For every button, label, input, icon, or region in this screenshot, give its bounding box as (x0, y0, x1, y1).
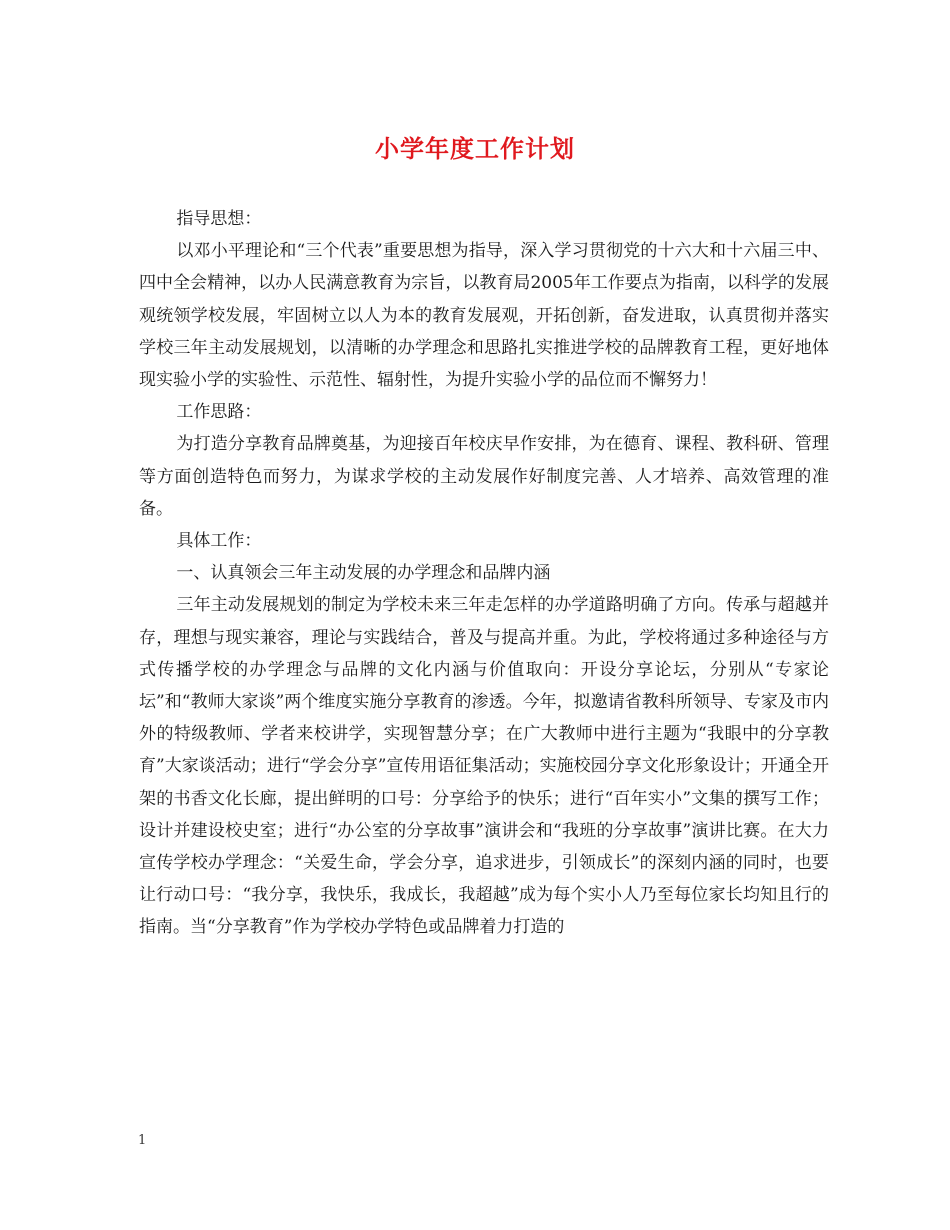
paragraph-work-approach: 为打造分享教育品牌奠基，为迎接百年校庆早作安排，为在德育、课程、教科研、管理等方面创造特色而努力，为谋求学校的主动发展作好制度完善、人才培养、高效管理的准备。 (139, 434, 829, 519)
section-heading-guiding-ideology: 指导思想： (176, 209, 262, 229)
paragraph-guiding-ideology: 以邓小平理论和“三个代表”重要思想为指导，深入学习贯彻党的十六大和十六届三中、四中全会精神，以办人民满意教育为宗旨，以教育局2005年工作要点为指南，以科学的发展观统领学校发展，牢固树立以人为本的教育发展观，开拓创新，奋发进取，认真贯彻并落实学校三年主动发展规划，以清晰的办学理念和思路扎实推进学校的品牌教育工程，更好地体现实验小学的实验性、示范性、辐射性，为提升实验小学的品位而不懈努力！ (139, 241, 829, 391)
page-number: 1 (138, 1133, 147, 1148)
section-heading-work-approach: 工作思路： (176, 402, 262, 423)
section-heading-specific-work: 具体工作： (176, 531, 262, 552)
paragraph-item-one: 三年主动发展规划的制定为学校未来三年走怎样的办学道路明确了方向。传承与超越并存，理想与现实兼容，理论与实践结合，普及与提高并重。为此，学校将通过多种途径与方式传播学校的办学理念与品牌的文化内涵与价值取向：开设分享论坛，分别从“专家论坛”和“教师大家谈”两个维度实施分享教育的渗透。今年，拟邀请省教科所领导、专家及市内外的特级教师、学者来校讲学，实现智慧分享；在广大教师中进行主题为“我眼中的分享教育”大家谈活动；进行“学会分享”宣传用语征集活动；实施校园分享文化形象设计；开通全开架的书香文化长廊，提出鲜明的口号：分享给予的快乐；进行“百年实小”文集的撰写工作；设计并建设校史室；进行“办公室的分享故事”演讲会和“我班的分享故事”演讲比赛。在大力宣传学校办学理念：“关爱生命，学会分享，追求进步，引领成长”的深刻内涵的同时，也要让行动口号：“我分享，我快乐，我成长，我超越”成为每个实小人乃至每位家长均知且行的指南。当“分享教育”作为学校办学特色或品牌着力打造的 (139, 595, 829, 938)
document-title: 小学年度工作计划 (375, 135, 575, 163)
subheading-item-one: 一、认真领会三年主动发展的办学理念和品牌内涵 (176, 563, 551, 584)
document-body (139, 203, 829, 944)
